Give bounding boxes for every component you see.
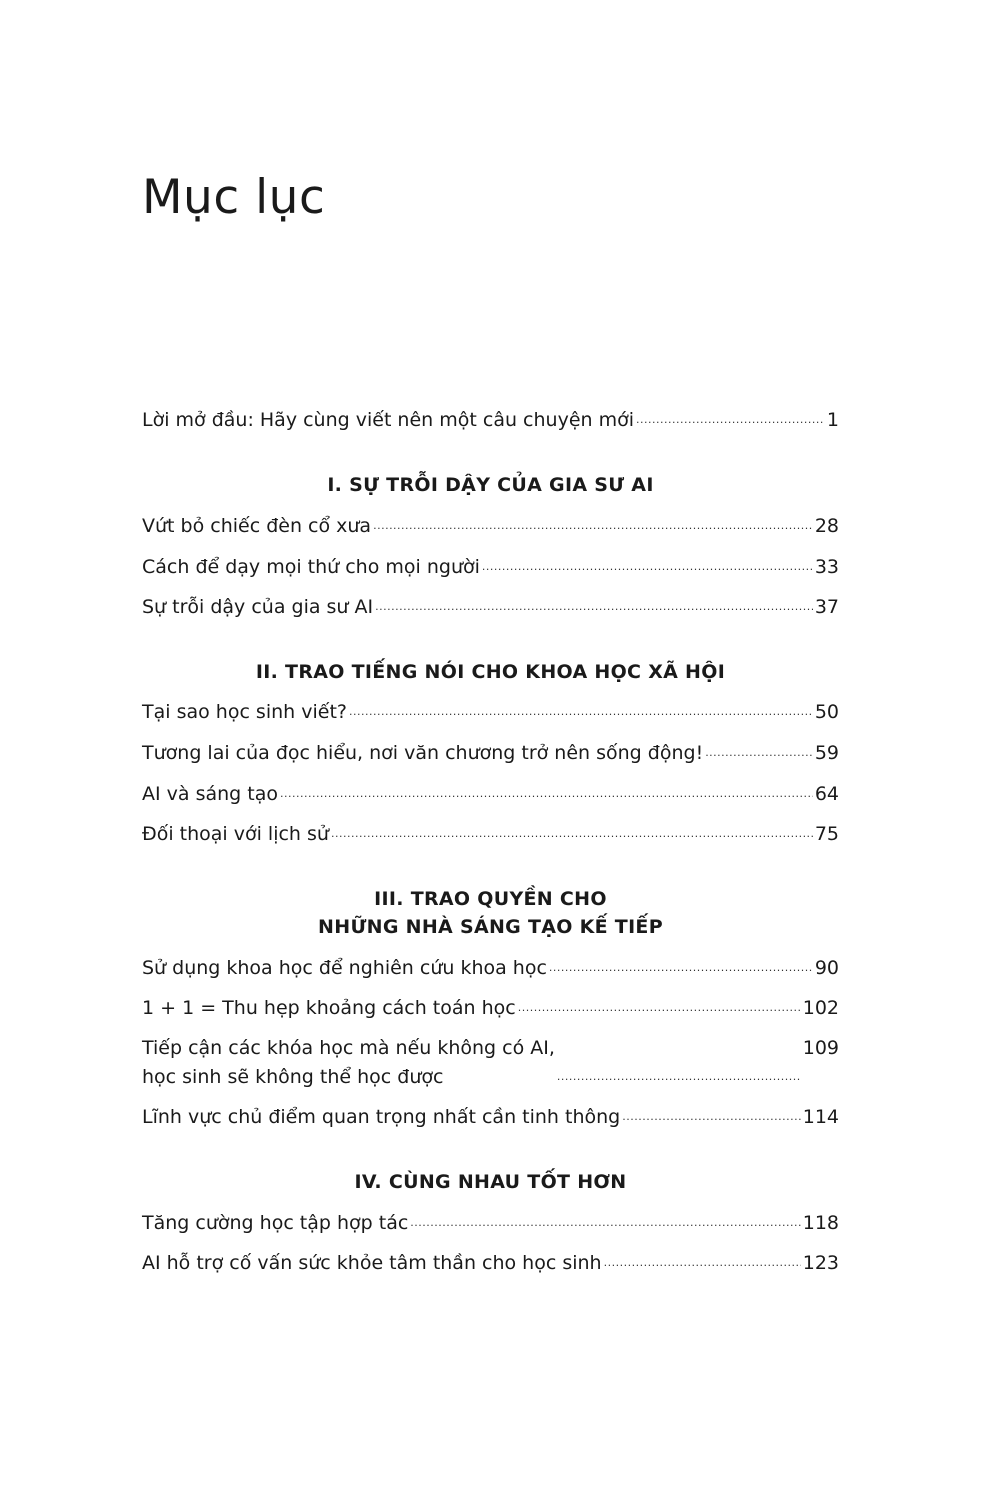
toc-entry-label: Cách để dạy mọi thứ cho mọi người (142, 556, 480, 578)
toc-entry[interactable] (142, 552, 839, 582)
toc-page-number: 37 (814, 596, 839, 618)
section-heading-4: IV. CÙNG NHAU TỐT HƠN (354, 1171, 627, 1193)
toc-entry-label: AI hỗ trợ cố vấn sức khỏe tâm thần cho học sinh (142, 1252, 602, 1274)
dot-leader (518, 993, 801, 1023)
toc-page-number: 59 (814, 742, 839, 764)
toc-entry-label: Tiếp cận các khóa học mà nếu không có AI, học sinh sẽ không thể học được (142, 1037, 555, 1088)
dot-leader (549, 953, 813, 983)
dot-leader (557, 1062, 801, 1092)
toc-entry-label: 1 + 1 = Thu hẹp khoảng cách toán học (142, 997, 516, 1019)
toc-entry[interactable] (142, 779, 839, 809)
toc-entry-label: Lời mở đầu: Hãy cùng viết nên một câu chuyện mới (142, 409, 634, 431)
dot-leader (410, 1208, 800, 1238)
dot-leader (604, 1248, 801, 1278)
toc-page-number: 28 (814, 515, 839, 537)
toc-entry[interactable] (142, 819, 839, 849)
toc-entry-label: Vứt bỏ chiếc đèn cổ xưa (142, 515, 372, 537)
toc-entry-label: Tại sao học sinh viết? (142, 701, 347, 723)
toc-entry[interactable] (142, 592, 839, 622)
toc-entry-label: Tăng cường học tập hợp tác (142, 1212, 409, 1234)
toc-page-number: 102 (802, 997, 839, 1019)
toc-entry-label: Tương lai của đọc hiểu, nơi văn chương trở nên sống động! (142, 742, 704, 764)
toc-entry-label: AI và sáng tạo (142, 783, 278, 805)
section-heading-1: I. SỰ TRỖI DẬY CỦA GIA SƯ AI (327, 474, 654, 496)
toc-entry[interactable] (142, 738, 839, 768)
toc-entry[interactable] (142, 953, 839, 983)
toc-entry[interactable] (142, 697, 839, 727)
dot-leader (280, 779, 813, 809)
dot-leader (622, 1102, 801, 1132)
toc-entry-label: Đối thoại với lịch sử (142, 823, 329, 845)
toc-entry[interactable] (142, 993, 839, 1023)
dot-leader (373, 511, 813, 541)
toc-page-number: 75 (814, 823, 839, 845)
toc-page-number: 123 (802, 1252, 839, 1274)
toc-page-number: 1 (826, 409, 839, 431)
toc-page-number: 109 (802, 1037, 839, 1059)
toc-page-number: 33 (814, 556, 839, 578)
toc-entry[interactable] (142, 1248, 839, 1278)
toc-page-number: 64 (814, 783, 839, 805)
toc-entry-label: Sử dụng khoa học để nghiên cứu khoa học (142, 957, 547, 979)
dot-leader (349, 697, 813, 727)
toc-entry[interactable] (142, 1102, 839, 1132)
toc-page-number: 90 (814, 957, 839, 979)
toc-entry-intro[interactable] (142, 405, 839, 435)
toc-entry-label: Sự trỗi dậy của gia sư AI (142, 596, 374, 618)
toc-entry[interactable] (142, 511, 839, 541)
dot-leader (331, 819, 813, 849)
toc-page-number: 50 (814, 701, 839, 723)
toc-entry[interactable] (142, 1208, 839, 1238)
dot-leader (482, 552, 813, 582)
dot-leader (636, 405, 825, 435)
dot-leader (705, 738, 813, 768)
toc-entry[interactable] (142, 1034, 839, 1092)
section-heading-3: III. TRAO QUYỀN CHO NHỮNG NHÀ SÁNG TẠO KẾ TIẾP (318, 888, 663, 938)
toc-page-number: 114 (802, 1106, 839, 1128)
toc-page-number: 118 (802, 1212, 839, 1234)
dot-leader (375, 592, 813, 622)
toc-entry-label: Lĩnh vực chủ điểm quan trọng nhất cần tinh thông (142, 1106, 621, 1128)
section-heading-2: II. TRAO TIẾNG NÓI CHO KHOA HỌC XÃ HỘI (255, 661, 726, 683)
page-title: Mục lục (142, 170, 326, 225)
